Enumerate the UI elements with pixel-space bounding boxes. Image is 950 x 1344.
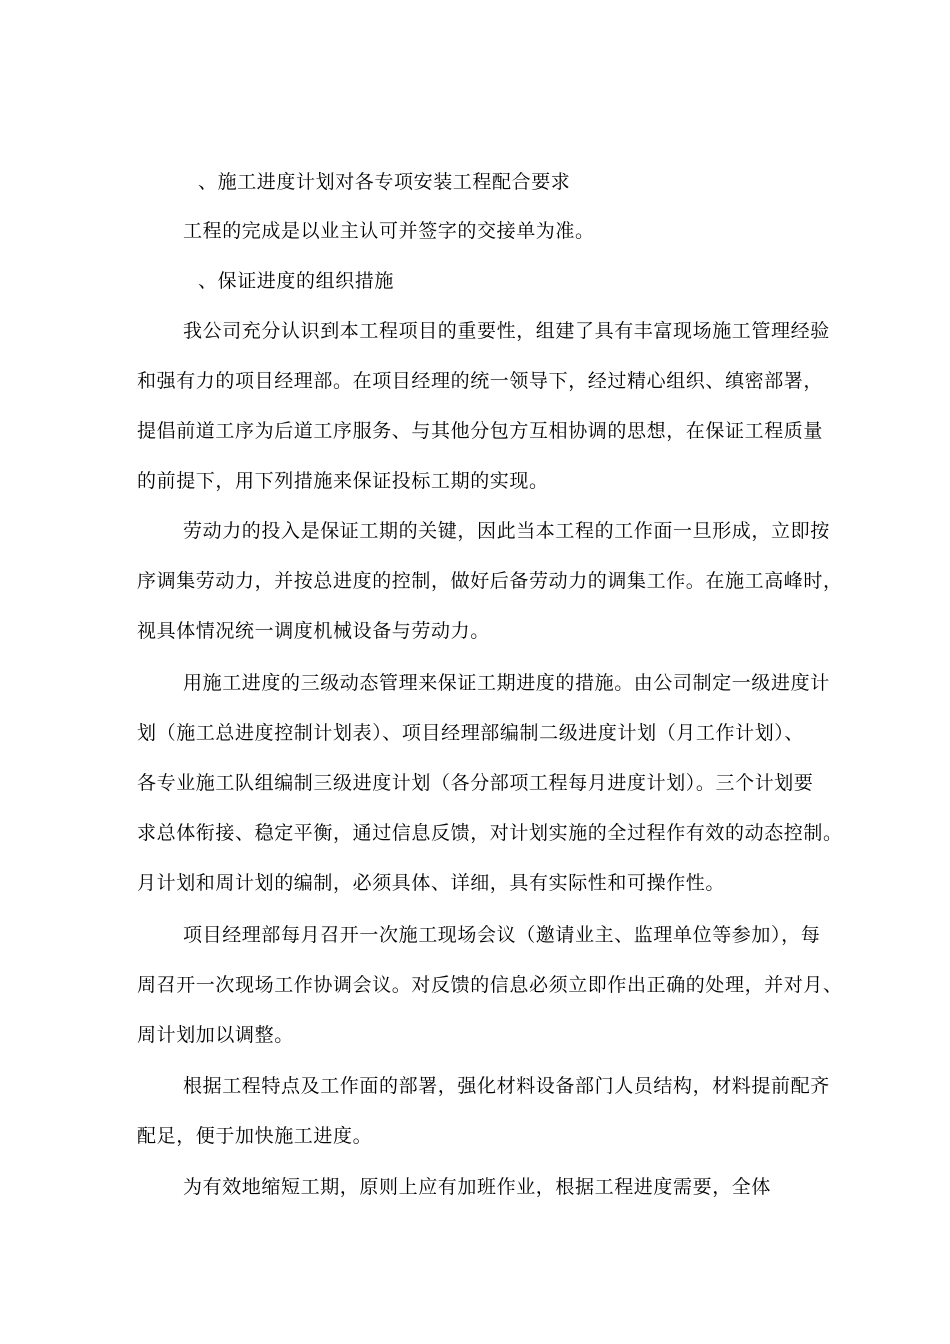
paragraph-site-meetings-line: 周计划加以调整。 <box>137 1024 294 1046</box>
paragraph-company-commitment-line: 提倡前道工序为后道工序服务、与其他分包方互相协调的思想，在保证工程质量 <box>137 420 824 442</box>
paragraph-company-commitment-line: 我公司充分认识到本工程项目的重要性，组建了具有丰富现场施工管理经验 <box>183 320 830 342</box>
paragraph-company-commitment-line: 和强有力的项目经理部。在项目经理的统一领导下，经过精心组织、缜密部署， <box>137 370 824 392</box>
paragraph-site-meetings-line: 项目经理部每月召开一次施工现场会议（邀请业主、监理单位等参加），每 <box>183 924 821 946</box>
paragraph-completion-criteria: 工程的完成是以业主认可并签字的交接单为准。 <box>183 220 595 242</box>
paragraph-three-level-management-line: 划（施工总进度控制计划表）、项目经理部编制二级进度计划（月工作计划）、 <box>137 722 805 744</box>
paragraph-three-level-management-line: 求总体衔接、稳定平衡，通过信息反馈，对计划实施的全过程作有效的动态控制。 <box>137 822 843 844</box>
paragraph-three-level-management-line: 各专业施工队组编制三级进度计划（各分部项工程每月进度计划）。三个计划要 <box>137 772 814 794</box>
section-heading-schedule-coordination: 、施工进度计划对各专项安装工程配合要求 <box>198 171 571 193</box>
paragraph-labor-input-line: 劳动力的投入是保证工期的关键，因此当本工程的工作面一旦形成，立即按 <box>183 520 830 542</box>
paragraph-materials-line: 配足，便于加快施工进度。 <box>137 1125 373 1147</box>
paragraph-labor-input-line: 视具体情况统一调度机械设备与劳动力。 <box>137 620 490 642</box>
paragraph-three-level-management-line: 用施工进度的三级动态管理来保证工期进度的措施。由公司制定一级进度计 <box>183 672 830 694</box>
paragraph-site-meetings-line: 周召开一次现场工作协调会议。对反馈的信息必须立即作出正确的处理，并对月、 <box>137 974 843 996</box>
paragraph-three-level-management-line: 月计划和周计划的编制，必须具体、详细，具有实际性和可操作性。 <box>137 872 726 894</box>
paragraph-materials-line: 根据工程特点及工作面的部署，强化材料设备部门人员结构，材料提前配齐 <box>183 1075 830 1097</box>
paragraph-company-commitment-line: 的前提下，用下列措施来保证投标工期的实现。 <box>137 470 549 492</box>
paragraph-overtime-line: 为有效地缩短工期，原则上应有加班作业，根据工程进度需要，全体 <box>183 1176 772 1198</box>
section-heading-organizational-measures: 、保证进度的组织措施 <box>198 270 395 292</box>
paragraph-labor-input-line: 序调集劳动力，并按总进度的控制，做好后备劳动力的调集工作。在施工高峰时， <box>137 570 843 592</box>
